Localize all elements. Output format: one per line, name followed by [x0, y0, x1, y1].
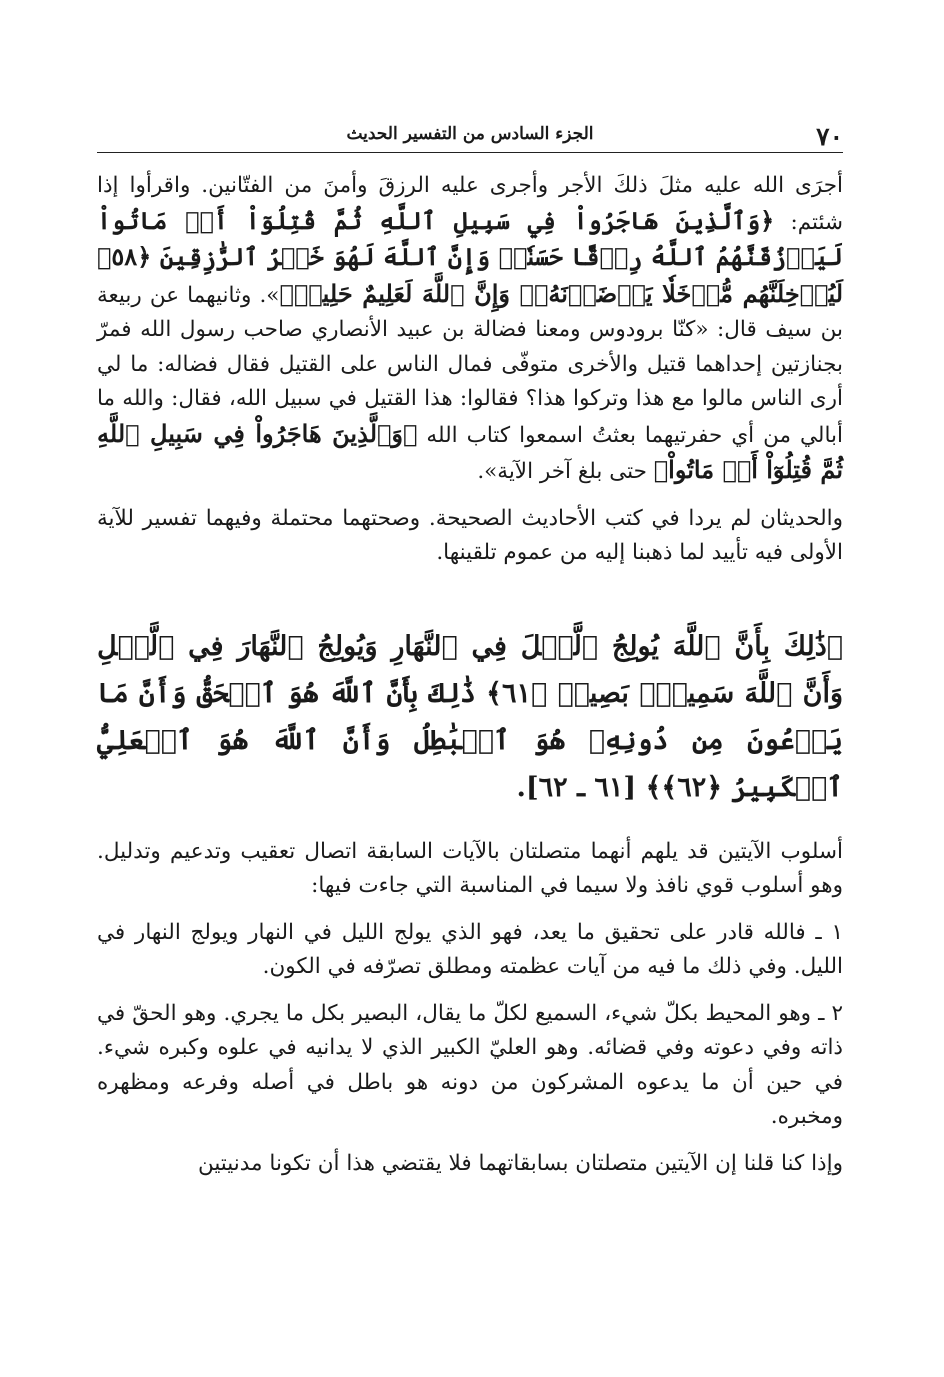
page-number: ٧٠ — [816, 122, 843, 151]
page-header — [97, 118, 843, 153]
quran-verse-text: ﴿ذَٰلِكَ بِأَنَّ ٱللَّهَ يُولِجُ ٱلَّيۡلَ فِي ٱلنَّهَارِ وَيُولِجُ ٱلنَّهَارَ فِي ٱلَّيۡلِ وَأَنَّ ٱللَّهَ سَمِيعُۢ بَصِيرٞ ﴿٦١﴾ ذَٰلِكَ بِأَنَّ ٱللَّهَ هُوَ ٱلۡحَقُّ وَأَنَّ مَا يَدۡعُونَ مِن دُونِهِۦ هُوَ ٱلۡبَٰطِلُ وَأَنَّ ٱللَّهَ هُوَ ٱلۡعَلِيُّ ٱلۡكَبِيرُ ﴿٦٢﴾﴾ — [97, 630, 843, 803]
paragraph-text: أجرَى الله عليه مثلَ ذلكَ الأجر وأجرى عليه الرزقَ وأمنَ من الفتّانين. واقرأوا إذا شئتم: — [97, 173, 843, 235]
quran-verse-inline: ﴿وَٱلَّذِينَ هَاجَرُواْ فِي سَبِيلِ ٱللَّهِ ثُمَّ قُتِلُوٓاْ أَوۡ مَاتُواْ﴾ — [97, 418, 843, 484]
book-page — [97, 118, 843, 1181]
paragraph-point-1: ١ ـ فالله قادر على تحقيق ما يعد، فهو الذي يولج الليل في النهار ويولج النهار في الليل. وفي ذلك ما فيه من آيات عظمته ومطلق تصرّفه في الكون. — [97, 919, 843, 979]
quran-verse-block — [97, 623, 843, 811]
verse-reference: [٦١ ـ ٦٢]. — [516, 771, 646, 803]
paragraph-conclusion: وإذا كنا قلنا إن الآيتين متصلتان بسابقاتهما فلا يقتضي هذا أن تكونا مدنيتين — [197, 1150, 843, 1176]
paragraph-text: حتى بلغ آخر الآية». — [477, 459, 654, 484]
paragraph-style: أسلوب الآيتين قد يلهم أنهما متصلتان بالآيات السابقة اتصال تعقيب وتدعيم وتدليل. وهو أسلوب قوي نافذ ولا سيما في المناسبة التي جاءت فيها: — [97, 838, 843, 898]
paragraph-point-2: ٢ ـ وهو المحيط بكلّ شيء، السميع لكلّ ما يقال، البصير بكل ما يجري. وهو الحقّ في ذاته وفي دعوته وفي قضائه. وهو العليّ الكبير الذي لا يدانيه في علوه وكبره شيء. في حين أن ما يدعوه المشركون من دونه هو باطل في أصله وفرعه ومظهره ومخبره. — [97, 1000, 843, 1129]
running-title: الجزء السادس من التفسير الحديث — [346, 124, 594, 144]
paragraph-commentary: والحديثان لم يردا في كتب الأحاديث الصحيحة. وصحتهما محتملة وفيهما تفسير للآية الأولى فيه تأييد لما ذهبنا إليه من عموم تلقينها. — [97, 505, 843, 565]
paragraph-hadith — [97, 169, 843, 490]
paragraph-text: ». وثانيهما عن ربيعة بن سيف قال: «كنّا برودوس ومعنا فضالة بن عبيد الأنصاري صاحب رسول الله فمرّ بجنازتين إحداهما قتيل والأخرى متوفّى فمال الناس على القتيل فقال فضاله: ما لي أرى الناس مالوا مع هذا وتركوا هذا؟ فقالوا: هذا القتيل في سبيل الله، فقال: والله ما أبالي من أي حفرتيهما بعثتُ اسمعوا كتاب الله — [97, 282, 843, 448]
quran-verse-inline: ﴿وَٱلَّذِينَ هَاجَرُواْ فِي سَبِيلِ ٱللَّهِ ثُمَّ قُتِلُوٓاْ أَوۡ مَاتُواْ لَيَرۡزُقَنَّهُمُ ٱللَّهُ رِزۡقًا حَسَنٗاۚ وَإِنَّ ٱللَّهَ لَهُوَ خَيۡرُ ٱلرَّٰزِقِينَ ﴿٥٨﴾ لَيُدۡخِلَنَّهُم مُّدۡخَلٗا يَرۡضَوۡنَهُۥۗ وَإِنَّ ٱللَّهَ لَعَلِيمٌ حَلِيمٞ﴾ — [97, 205, 844, 308]
